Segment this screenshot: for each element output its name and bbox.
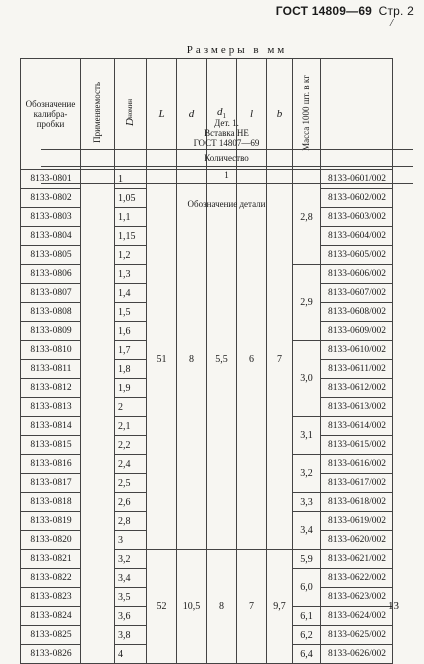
mass-cell: 3,0: [293, 341, 321, 417]
g1-b: 7: [267, 170, 293, 550]
row-code: 8133-0806: [21, 265, 81, 284]
row-dnom: 1,15: [115, 227, 147, 246]
row-dnom: 4: [115, 645, 147, 664]
row-code: 8133-0823: [21, 588, 81, 607]
row-dnom: 2: [115, 398, 147, 417]
row-code: 8133-0824: [21, 607, 81, 626]
row-part: 8133-0626/002: [321, 645, 393, 664]
corner-mark: /: [390, 17, 394, 29]
row-code: 8133-0816: [21, 455, 81, 474]
row-part: 8133-0621/002: [321, 550, 393, 569]
row-code: 8133-0809: [21, 322, 81, 341]
mass-cell: 2,8: [293, 170, 321, 265]
mass-cell: 5,9: [293, 550, 321, 569]
page-number: 13: [388, 600, 399, 612]
row-part: 8133-0606/002: [321, 265, 393, 284]
row-part: 8133-0619/002: [321, 512, 393, 531]
quantity-label: Количество: [321, 149, 393, 166]
row-part: 8133-0608/002: [321, 303, 393, 322]
row-part: 8133-0612/002: [321, 379, 393, 398]
row-dnom: 1,1: [115, 208, 147, 227]
row-part: 8133-0620/002: [321, 531, 393, 550]
quantity-value: 1: [321, 166, 393, 170]
row-code: 8133-0817: [21, 474, 81, 493]
row-part: 8133-0611/002: [321, 360, 393, 379]
dimensions-caption: Размеры в мм: [186, 44, 288, 56]
col-b: b: [267, 59, 293, 170]
col-mass: Масса 1000 шт. в кг: [293, 59, 321, 170]
row-dnom: 2,1: [115, 417, 147, 436]
row-code: 8133-0811: [21, 360, 81, 379]
row-part: 8133-0607/002: [321, 284, 393, 303]
row-part: 8133-0609/002: [321, 322, 393, 341]
standard-number: ГОСТ 14809—69: [275, 4, 373, 18]
g2-l: 7: [237, 550, 267, 664]
row-part: 8133-0602/002: [321, 189, 393, 208]
row-part: 8133-0604/002: [321, 227, 393, 246]
row-part: 8133-0614/002: [321, 417, 393, 436]
row-code: 8133-0810: [21, 341, 81, 360]
row-part: 8133-0613/002: [321, 398, 393, 417]
row-dnom: 1: [115, 170, 147, 189]
mass-cell: 2,9: [293, 265, 321, 341]
g1-l: 6: [237, 170, 267, 550]
row-dnom: 1,7: [115, 341, 147, 360]
row-code: 8133-0820: [21, 531, 81, 550]
table-row: [21, 550, 393, 569]
row-dnom: 2,8: [115, 512, 147, 531]
g1-L: 51: [147, 170, 177, 550]
mass-cell: 3,2: [293, 455, 321, 493]
row-dnom: 1,5: [115, 303, 147, 322]
row-dnom: 1,4: [115, 284, 147, 303]
row-part: 8133-0601/002: [321, 170, 393, 189]
mass-cell: 6,2: [293, 626, 321, 645]
row-part: 8133-0625/002: [321, 626, 393, 645]
table-header-row: [21, 59, 393, 170]
g2-d: 10,5: [177, 550, 207, 664]
page-label: Стр. 2: [378, 4, 414, 18]
row-code: 8133-0807: [21, 284, 81, 303]
row-code: 8133-0821: [21, 550, 81, 569]
row-code: 8133-0804: [21, 227, 81, 246]
row-dnom: 2,4: [115, 455, 147, 474]
row-part: 8133-0624/002: [321, 607, 393, 626]
mass-cell: 3,1: [293, 417, 321, 455]
row-part: 8133-0616/002: [321, 455, 393, 474]
row-code: 8133-0826: [21, 645, 81, 664]
row-part: 8133-0617/002: [321, 474, 393, 493]
row-code: 8133-0819: [21, 512, 81, 531]
row-dnom: 3,2: [115, 550, 147, 569]
col-d1: $d_1$: [207, 59, 237, 170]
row-dnom: 3,6: [115, 607, 147, 626]
mass-cell: 3,3: [293, 493, 321, 512]
col-L: L: [147, 59, 177, 170]
row-part: 8133-0618/002: [321, 493, 393, 512]
g2-d1: 8: [207, 550, 237, 664]
g2-b: 9,7: [267, 550, 293, 664]
col-d: d: [177, 59, 207, 170]
col-designation: Обозначение калибра-пробки: [21, 59, 81, 170]
g2-L: 52: [147, 550, 177, 664]
row-dnom: 3,4: [115, 569, 147, 588]
mass-cell: 3,4: [293, 512, 321, 550]
row-dnom: 2,6: [115, 493, 147, 512]
row-dnom: 3,5: [115, 588, 147, 607]
row-dnom: 1,3: [115, 265, 147, 284]
row-part: 8133-0615/002: [321, 436, 393, 455]
mass-cell: 6,1: [293, 607, 321, 626]
row-code: 8133-0814: [21, 417, 81, 436]
row-code: 8133-0803: [21, 208, 81, 227]
col-applicability: Применяемость: [81, 59, 115, 170]
row-part: 8133-0610/002: [321, 341, 393, 360]
row-part: 8133-0603/002: [321, 208, 393, 227]
row-code: 8133-0815: [21, 436, 81, 455]
row-code: 8133-0825: [21, 626, 81, 645]
row-part: 8133-0605/002: [321, 246, 393, 265]
row-code: 8133-0801: [21, 170, 81, 189]
row-code: 8133-0805: [21, 246, 81, 265]
applicability-cell: [81, 170, 115, 664]
row-dnom: 3,8: [115, 626, 147, 645]
row-dnom: 2,5: [115, 474, 147, 493]
row-dnom: 1,8: [115, 360, 147, 379]
row-dnom: 1,6: [115, 322, 147, 341]
row-dnom: 1,9: [115, 379, 147, 398]
col-l: l: [237, 59, 267, 170]
row-part: 8133-0622/002: [321, 569, 393, 588]
row-code: 8133-0822: [21, 569, 81, 588]
dimensions-table: [20, 58, 393, 664]
mass-cell: 6,4: [293, 645, 321, 664]
col-detail: Дет. 1. Вставка НЕ ГОСТ 14807—69 Количество 1 Обозначение детали: [321, 59, 393, 170]
row-code: 8133-0802: [21, 189, 81, 208]
row-part: 8133-0623/002: [321, 588, 393, 607]
row-dnom: 2,2: [115, 436, 147, 455]
row-code: 8133-0812: [21, 379, 81, 398]
g1-d1: 5,5: [207, 170, 237, 550]
row-dnom: 1,05: [115, 189, 147, 208]
row-code: 8133-0808: [21, 303, 81, 322]
mass-cell: 6,0: [293, 569, 321, 607]
page-header: [276, 4, 414, 18]
row-dnom: 3: [115, 531, 147, 550]
g1-d: 8: [177, 170, 207, 550]
row-dnom: 1,2: [115, 246, 147, 265]
row-code: 8133-0813: [21, 398, 81, 417]
col-dnom: Dномин: [115, 59, 147, 170]
row-code: 8133-0818: [21, 493, 81, 512]
